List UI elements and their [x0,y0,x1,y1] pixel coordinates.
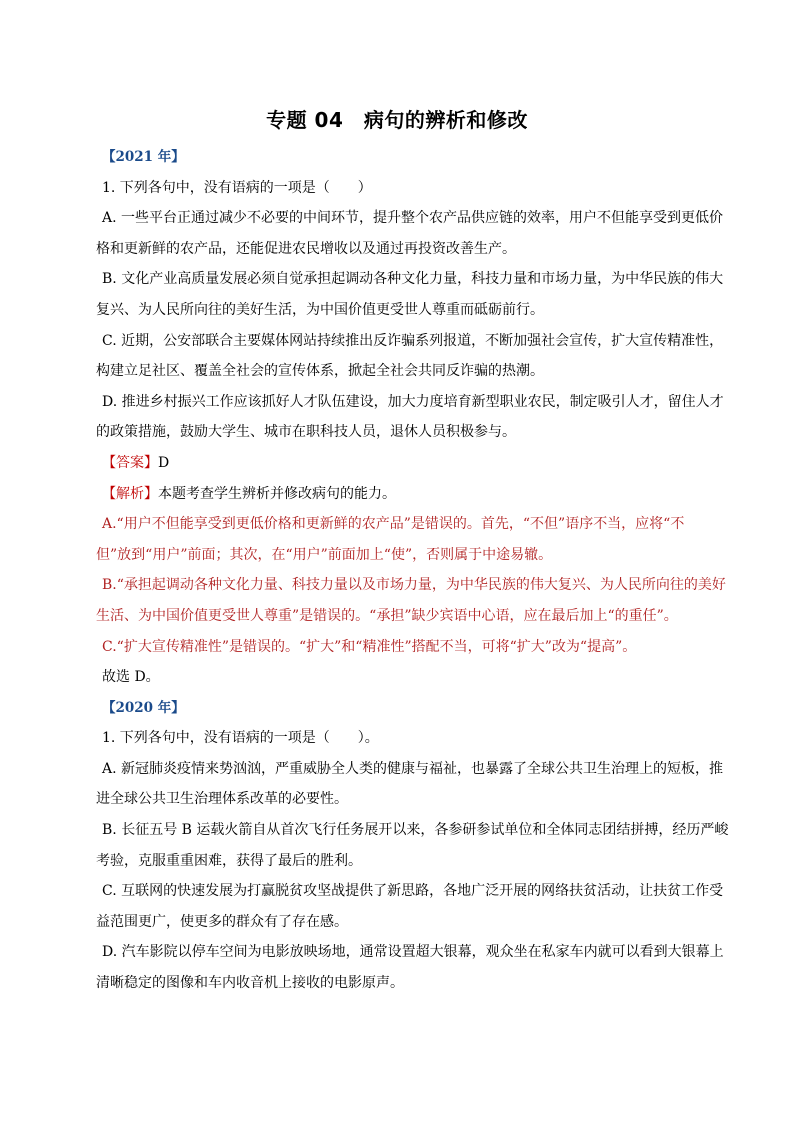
analysis-line-text: A.“用户不但能享受到更低价格和更新鲜的农产品”是错误的。首先，“不但”语序不当，应将“不 [102,516,685,533]
analysis-b [96,570,728,631]
analysis-a [96,509,728,570]
analysis-c [96,632,728,663]
option-line: 考验，克服重重困难，获得了最后的胜利。 [96,852,362,869]
conclusion: 故选 D。 [102,669,160,686]
page-title: 专题 04 病句的辨析和修改 [266,108,528,132]
analysis-line-text: C.“扩大宣传精准性”是错误的。“扩大”和“精准性”搭配不当，可将“扩大”改为“提高”。 [102,638,637,655]
option-d [96,387,728,448]
option-line: 益范围更广，使更多的群众有了存在感。 [96,913,348,930]
analysis-line [96,479,728,510]
answer-line [96,448,728,479]
option-line: A. 一些平台正通过减少不必要的中间环节，提升整个农产品供应链的效率，用户不但能享受到更低价 [102,210,724,227]
option-line: 复兴、为人民所向往的美好生活，为中国价值更受世人尊重而砥砺前行。 [96,301,544,318]
option-d [96,937,728,998]
answer-value: D [158,454,170,471]
section-2021 [96,142,728,693]
option-line: D. 汽车影院以停车空间为电影放映场地，通常设置超大银幕，观众坐在私家车内就可以看到大银幕上 [102,944,724,961]
option-a [96,754,728,815]
analysis-label: 【解析】 [102,485,158,502]
question-stem: 1. 下列各句中，没有语病的一项是（ ）。 [102,730,379,747]
option-b [96,815,728,876]
analysis-line-text: B.“承担起调动各种文化力量、科技力量以及市场力量，为中华民族的伟大复兴、为人民所向往的美好 [102,577,726,594]
option-line: 格和更新鲜的农产品，还能促进农民增收以及通过再投资改善生产。 [96,240,516,257]
option-c [96,326,728,387]
option-line: C. 互联网的快速发展为打赢脱贫攻坚战提供了新思路，各地广泛开展的网络扶贫活动，让扶贫工作受 [102,883,724,900]
option-b [96,264,728,325]
question-stem: 1. 下列各句中，没有语病的一项是（ ） [102,179,372,196]
option-line: A. 新冠肺炎疫情来势汹汹，严重威胁全人类的健康与福祉，也暴露了全球公共卫生治理上的短板，推 [102,760,724,777]
year-heading: 【2020 年】 [102,699,185,716]
analysis-line-text: 但”放到“用户”前面；其次，在“用户”前面加上“使”，否则属于中途易辙。 [96,546,553,563]
option-line: 清晰稳定的图像和车内收音机上接收的电影原声。 [96,975,404,992]
option-line: B. 长征五号 B 运载火箭自从首次飞行任务展开以来，各参研参试单位和全体同志团结拼搏，经历严峻 [102,822,729,839]
option-line: 进全球公共卫生治理体系改革的必要性。 [96,791,348,808]
option-a [96,203,728,264]
option-line: 构建立足社区、覆盖全社会的宣传体系，掀起全社会共同反诈骗的热潮。 [96,363,544,380]
answer-label: 【答案】 [102,454,158,471]
analysis-line-text: 生活、为中国价值更受世人尊重”是错误的。“承担”缺少宾语中心语，应在最后加上“的重任”。 [96,607,678,624]
option-line: C. 近期，公安部联合主要媒体网站持续推出反诈骗系列报道，不断加强社会宣传，扩大宣传精准性， [102,332,724,349]
option-line: 的政策措施，鼓励大学生、城市在职科技人员，退休人员积极参与。 [96,424,516,441]
option-c [96,876,728,937]
section-2020 [96,693,728,999]
option-line: B. 文化产业高质量发展必须自觉承担起调动各种文化力量，科技力量和市场力量，为中华民族的伟大 [102,271,724,288]
option-line: D. 推进乡村振兴工作应该抓好人才队伍建设，加大力度培育新型职业农民，制定吸引人才，留住人才 [102,393,724,410]
analysis-intro: 本题考查学生辨析并修改病句的能力。 [158,485,396,502]
document-body [96,142,728,999]
year-heading: 【2021 年】 [102,149,185,165]
